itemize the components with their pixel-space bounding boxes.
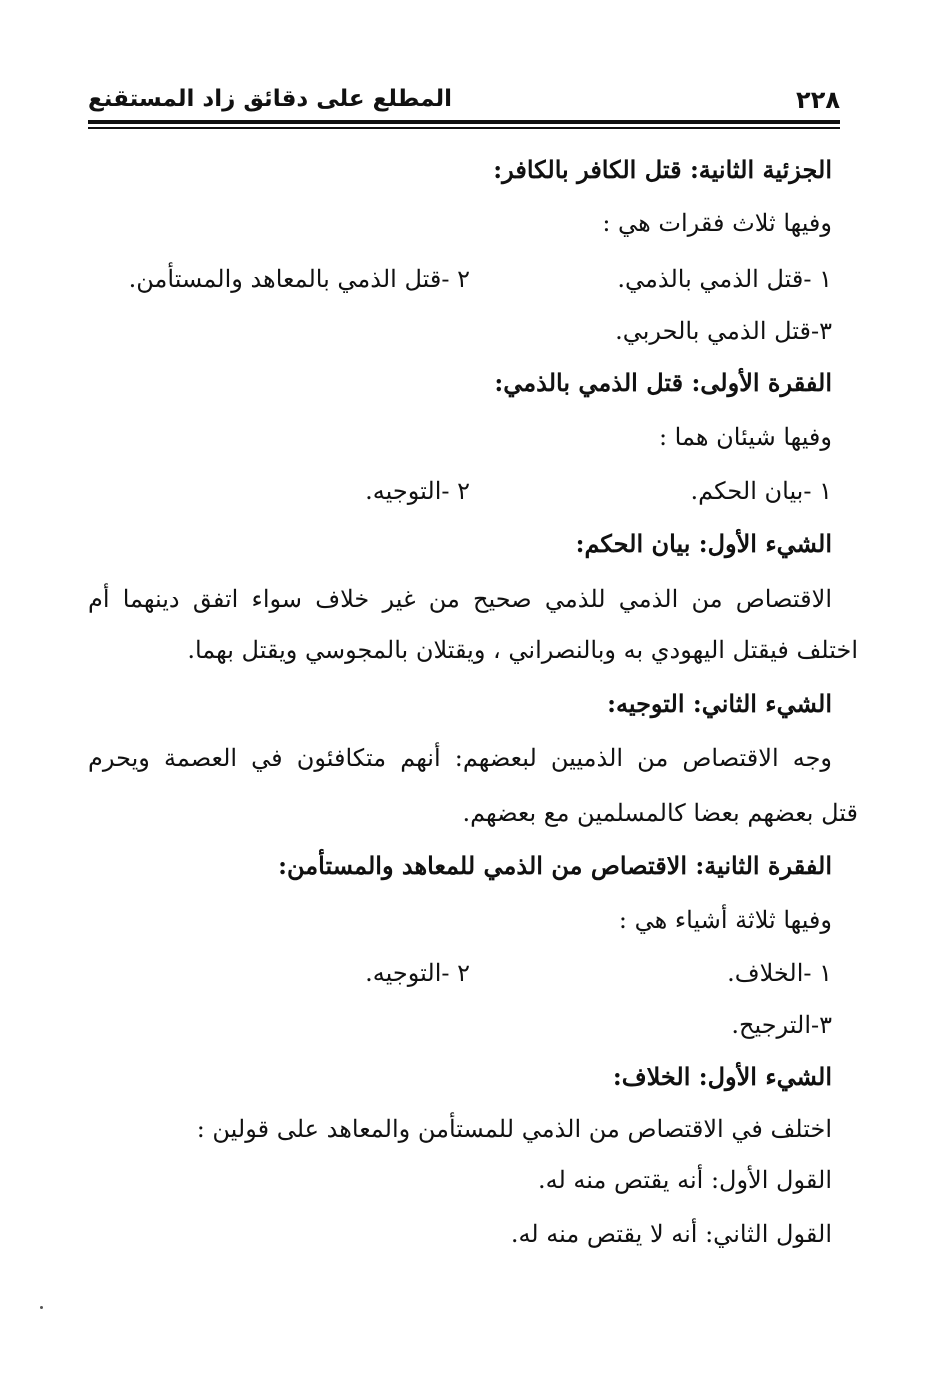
- paragraph-line: وفيها شيئان هما :: [658, 423, 832, 451]
- header-rule-thin: [88, 127, 840, 129]
- list-item-2: ٢ -التوجيه.: [365, 477, 470, 505]
- paragraph-line: اختلف فيقتل اليهودي به وبالنصراني ، ويقتلان بالمجوسي ويقتل بهما.: [187, 636, 858, 664]
- header-rule-thick: [88, 120, 840, 124]
- paragraph-line: اختلف في الاقتصاص من الذمي للمستأمن والمعاهد على قولين :: [196, 1115, 832, 1143]
- section-heading-part-two: الجزئية الثانية: قتل الكافر بالكافر:: [493, 155, 832, 184]
- list-item-1: ١ -الخلاف.: [727, 959, 832, 987]
- list-item-1: ١ -بيان الحكم.: [690, 477, 832, 505]
- list-item-2: ٢ -قتل الذمي بالمعاهد والمستأمن.: [128, 265, 470, 293]
- item-heading: الشيء الأول: الخلاف:: [612, 1062, 832, 1091]
- subsection-heading: الفقرة الأولى: قتل الذمي بالذمي:: [494, 368, 832, 397]
- list-item-1: ١ -قتل الذمي بالذمي.: [617, 265, 832, 293]
- paragraph-line: وجه الاقتصاص من الذميين لبعضهم: أنهم متكافئون في العصمة ويحرم: [88, 744, 832, 772]
- scan-speck: [40, 1306, 43, 1309]
- list-item-2: ٢ -التوجيه.: [365, 959, 470, 987]
- list-item-3: ٣-الترجيح.: [731, 1011, 832, 1039]
- paragraph-line: وفيها ثلاثة أشياء هي :: [618, 906, 832, 934]
- paragraph-line: القول الثاني: أنه لا يقتص منه له.: [510, 1220, 832, 1248]
- paragraph-line: القول الأول: أنه يقتص منه له.: [537, 1166, 832, 1194]
- running-title: المطلع على دقائق زاد المستقنع: [88, 86, 453, 112]
- list-item-3: ٣-قتل الذمي بالحربي.: [615, 317, 832, 345]
- paragraph-line: قتل بعضهم بعضا كالمسلمين مع بعضهم.: [462, 799, 858, 827]
- item-heading: الشيء الثاني: التوجيه:: [607, 689, 832, 718]
- paragraph-line: الاقتصاص من الذمي للذمي صحيح من غير خلاف سواء اتفق دينهما أم: [88, 585, 832, 613]
- subsection-heading: الفقرة الثانية: الاقتصاص من الذمي للمعاهد والمستأمن:: [278, 851, 832, 880]
- paragraph-line: وفيها ثلاث فقرات هي :: [602, 209, 832, 237]
- page-header: [88, 86, 840, 124]
- item-heading: الشيء الأول: بيان الحكم:: [575, 529, 832, 558]
- page-number: ٢٢٨: [796, 86, 840, 114]
